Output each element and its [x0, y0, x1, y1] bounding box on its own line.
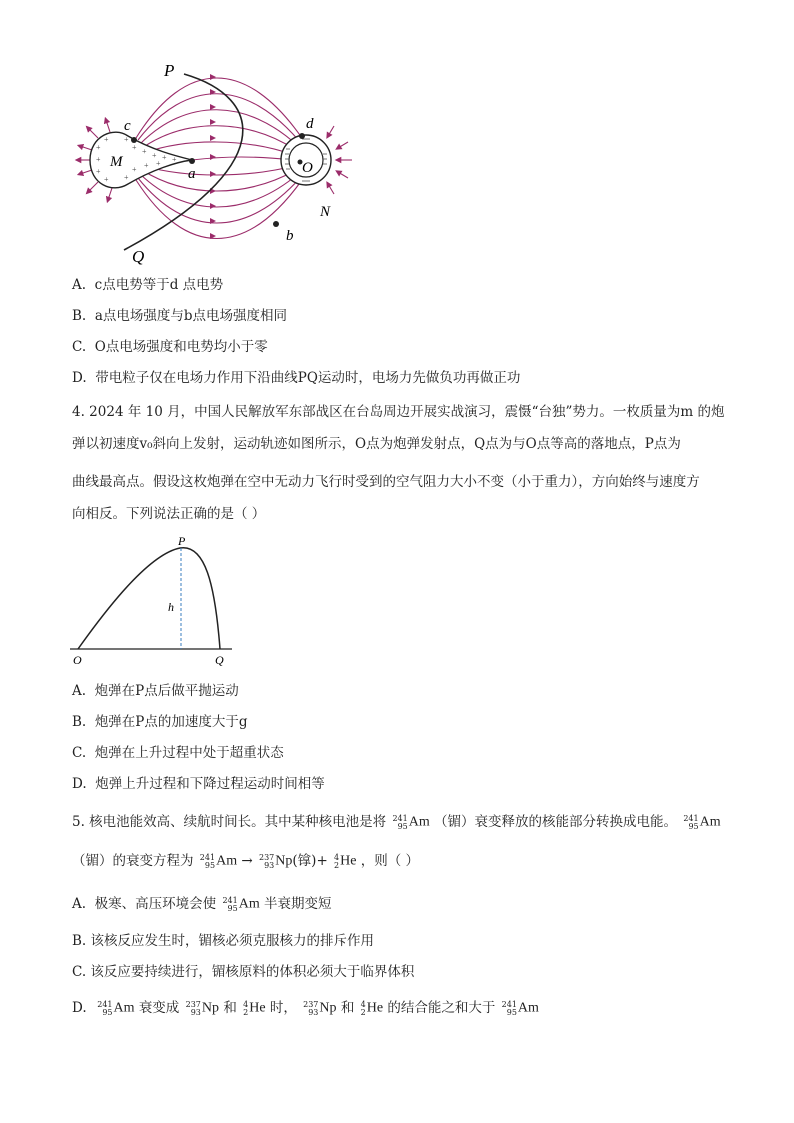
label-c: c: [124, 118, 131, 134]
option-text: 时，: [269, 1000, 297, 1016]
nuclide-am: 241 95 Am: [501, 999, 539, 1017]
svg-text:+: +: [152, 151, 157, 160]
svg-text:+: +: [142, 147, 147, 156]
nuclide-he: 4 2 He: [334, 852, 357, 870]
svg-text:+: +: [172, 155, 177, 164]
q4-stem-line1: 4. 2024 年 10 月，中国人民解放军东部战区在台岛周边开展实战演习，震慑“台独”势力。一枚质量为m 的炮: [72, 404, 725, 420]
projectile-path: [78, 548, 220, 649]
option-prefix: A.: [72, 683, 87, 699]
option-text: 极寒、高压环境会使: [94, 896, 217, 912]
q5-option-a: [72, 894, 332, 915]
q4-option-a: [72, 681, 239, 701]
option-text: 的结合能之和大于: [387, 1000, 496, 1016]
q4-stem-line4: 向相反。下列说法正确的是（ ）: [72, 506, 266, 522]
q5-stem-line1: [72, 812, 721, 833]
svg-text:+: +: [124, 173, 129, 182]
q5-option-c: C. 该反应要持续进行，镅核原料的体积必须大于临界体积: [72, 964, 415, 980]
q4-option-c: [72, 743, 284, 763]
q4-option-b: [72, 712, 248, 732]
option-text: 炮弹上升过程和下降过程运动时间相等: [95, 776, 325, 792]
q4-option-d: [72, 774, 325, 794]
label-h: h: [168, 600, 174, 614]
option-text: O点电场强度和电势均小于零: [94, 339, 268, 355]
q5-stem-line2: [72, 851, 419, 872]
label-p: P: [164, 61, 175, 80]
trajectory-figure: [70, 534, 240, 669]
option-prefix: D.: [72, 370, 87, 386]
option-prefix: D.: [72, 1000, 87, 1016]
svg-text:+: +: [132, 143, 137, 152]
nuclide-am: 241 95 Am: [97, 999, 135, 1017]
field-arrows: [210, 74, 216, 239]
option-text: 炮弹在P点后做平抛运动: [94, 683, 239, 699]
svg-text:+: +: [124, 135, 129, 144]
option-prefix: B.: [72, 714, 87, 730]
svg-text:+: +: [144, 161, 149, 170]
option-prefix: C.: [72, 745, 87, 761]
svg-text:+: +: [104, 135, 109, 144]
nuclide-am: 241 95 Am: [222, 895, 260, 913]
q5-text: 5. 核电池能效高、续航时间长。其中某种核电池是将: [72, 814, 387, 830]
nuclide-am: 241 95 Am: [392, 813, 430, 831]
electric-field-figure: [66, 58, 356, 268]
q4-stem-line2: 弹以初速度v₀斜向上发射，运动轨迹如图所示，O点为炮弹发射点，Q点为与O点等高的落地点，P点为: [72, 436, 681, 452]
option-text: 炮弹在上升过程中处于超重状态: [94, 745, 284, 761]
option-text: 半衰期变短: [264, 896, 332, 912]
nuclide-he: 4 2 He: [243, 999, 266, 1017]
q3-option-b: [72, 306, 287, 326]
option-text: 带电粒子仅在电场力作用下沿曲线PQ运动时，电场力先做负功再做正功: [95, 370, 521, 386]
nuclide-np: 237 93 Np: [258, 852, 293, 870]
label-p: P: [178, 534, 186, 548]
option-text: 和: [340, 1000, 355, 1016]
q3-option-d: [72, 368, 520, 388]
q3-option-a: [72, 275, 223, 295]
q5-option-b: B. 该核反应发生时，镅核必须克服核力的排斥作用: [72, 933, 375, 949]
q3-option-c: [72, 337, 268, 357]
np-name: (镎): [292, 853, 317, 869]
q5-text: （镅）的衰变方程为: [72, 853, 194, 869]
option-text: c点电势等于d 点电势: [94, 277, 224, 293]
nuclide-np: 237 93 Np: [185, 999, 220, 1017]
label-m: M: [110, 154, 123, 170]
q5-option-d: [72, 998, 539, 1019]
nuclide-np: 237 93 Np: [303, 999, 337, 1017]
svg-text:+: +: [156, 159, 161, 168]
svg-text:+: +: [162, 153, 167, 162]
label-a: a: [188, 166, 196, 182]
label-o: O: [302, 160, 313, 176]
label-q: Q: [132, 247, 145, 266]
option-prefix: A.: [72, 277, 87, 293]
label-d: d: [306, 116, 314, 132]
nuclide-am: 241 95 Am: [199, 852, 238, 870]
label-q: Q: [215, 653, 224, 667]
option-prefix: D.: [72, 776, 87, 792]
q5-text: （镅）衰变释放的核能部分转换成电能。: [434, 814, 678, 830]
label-b: b: [286, 228, 294, 244]
option-prefix: C.: [72, 339, 87, 355]
option-text: 炮弹在P点的加速度大于g: [94, 714, 248, 730]
svg-text:+: +: [132, 165, 137, 174]
option-prefix: B.: [72, 308, 87, 324]
label-n: N: [320, 204, 331, 220]
reaction-arrow: →: [241, 853, 253, 869]
q4-stem-line3: 曲线最高点。假设这枚炮弹在空中无动力飞行时受到的空气阻力大小不变（小于重力），方向始终与速度方: [72, 474, 700, 490]
plus-sign: +: [316, 853, 328, 869]
svg-text:+: +: [96, 143, 101, 152]
svg-text:+: +: [96, 155, 101, 164]
nuclide-he: 4 2 He: [360, 999, 384, 1017]
svg-text:+: +: [104, 175, 109, 184]
q5-text: ，则（ ）: [360, 853, 420, 869]
option-prefix: A.: [72, 896, 87, 912]
option-text: a点电场强度与b点电场强度相同: [94, 308, 288, 324]
nuclide-am: 241 95 Am: [683, 813, 721, 831]
label-o: O: [73, 653, 82, 667]
svg-text:+: +: [96, 167, 101, 176]
option-text: 衰变成: [138, 1000, 180, 1016]
option-text: 和: [223, 1000, 237, 1016]
